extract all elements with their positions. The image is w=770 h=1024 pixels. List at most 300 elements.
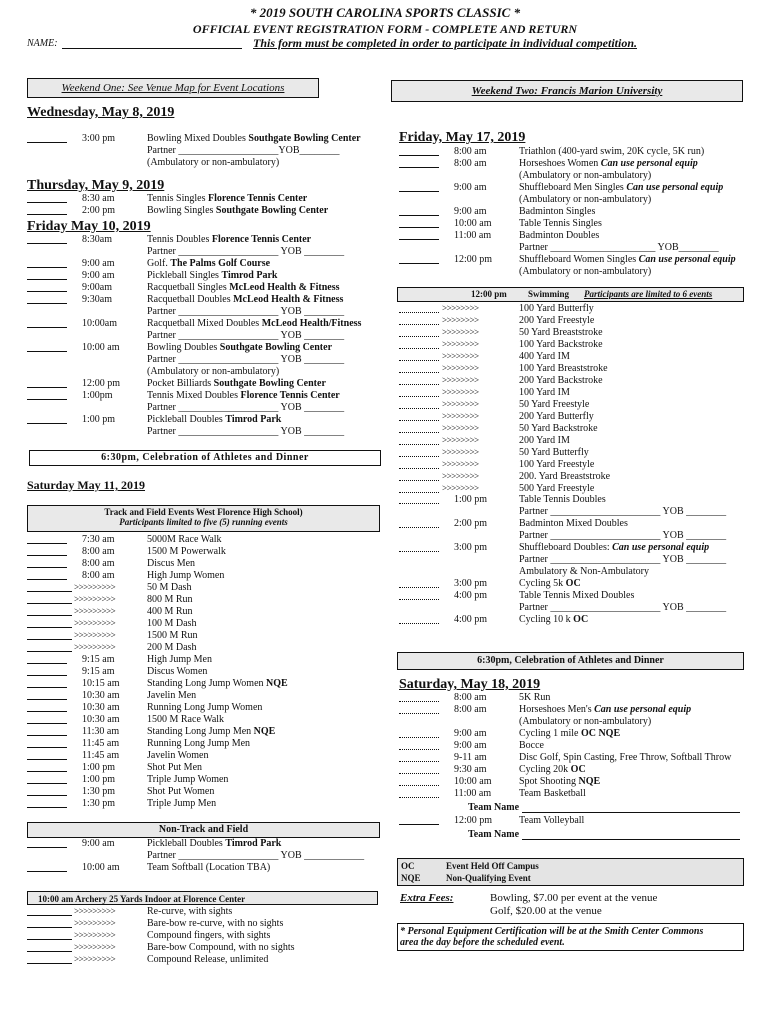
registration-blank[interactable] xyxy=(27,591,72,592)
event-name: Badminton Singles xyxy=(519,206,596,217)
registration-blank[interactable] xyxy=(399,737,439,738)
registration-blank[interactable] xyxy=(399,408,439,409)
event-time: 11:45 am xyxy=(82,750,120,761)
event-time: 1:00 pm xyxy=(82,762,116,773)
schedule-row xyxy=(27,366,372,378)
registration-blank[interactable] xyxy=(399,701,439,702)
event-name: 50 Yard Breaststroke xyxy=(519,327,603,338)
schedule-row xyxy=(27,774,372,786)
registration-blank[interactable] xyxy=(399,372,439,373)
event-time: 10:30 am xyxy=(82,702,120,713)
registration-blank[interactable] xyxy=(399,503,439,504)
event-name: Partner ______________________ YOB ________ xyxy=(519,506,727,517)
registration-blank[interactable] xyxy=(399,599,439,600)
event-name: 1500 M Powerwalk xyxy=(147,546,226,557)
event-time: 4:00 pm xyxy=(454,614,488,625)
event-name: Pickleball Doubles Timrod Park xyxy=(147,414,282,425)
schedule-row xyxy=(27,942,372,954)
registration-blank[interactable] xyxy=(27,327,67,328)
event-name: Javelin Men xyxy=(147,690,197,701)
schedule-row xyxy=(27,570,372,582)
registration-blank[interactable] xyxy=(27,303,67,304)
schedule-row xyxy=(27,426,372,438)
event-name: Partner ____________________YOB________ xyxy=(147,145,340,156)
event-time: 8:00 am xyxy=(454,704,487,715)
archery-banner: 10:00 am Archery 25 Yards Indoor at Florence Center xyxy=(27,891,378,905)
schedule-row xyxy=(27,838,372,850)
registration-blank[interactable] xyxy=(27,783,67,784)
event-name: Table Tennis Doubles xyxy=(519,494,606,505)
schedule-row xyxy=(399,716,744,728)
schedule-row xyxy=(27,666,372,678)
event-name: Team Softball (Location TBA) xyxy=(147,862,271,873)
form-title: * 2019 SOUTH CAROLINA SPORTS CLASSIC * xyxy=(249,5,521,20)
event-name: 800 M Run xyxy=(147,594,193,605)
registration-blank[interactable] xyxy=(27,939,72,940)
registration-blank[interactable] xyxy=(399,360,439,361)
certification-note-line-1: * Personal Equipment Certification will be at the Smith Center Commons xyxy=(400,926,704,937)
registration-blank[interactable] xyxy=(27,807,67,808)
schedule-row xyxy=(399,230,744,242)
schedule-row xyxy=(27,534,372,546)
event-name: (Ambulatory or non-ambulatory) xyxy=(519,716,652,727)
schedule-row xyxy=(27,906,372,918)
event-time: 4:00 pm xyxy=(454,590,488,601)
event-time: 1:30 pm xyxy=(82,798,116,809)
registration-blank[interactable] xyxy=(399,227,439,228)
swimming-note: Participants are limited to 6 events xyxy=(584,289,713,299)
event-name: Partner ____________________ YOB ________ xyxy=(147,354,345,365)
registration-blank[interactable] xyxy=(27,291,67,292)
event-name: 200 Yard Butterfly xyxy=(519,411,594,422)
event-name: Standing Long Jump Men NQE xyxy=(147,726,276,737)
event-name: Bowling Mixed Doubles Southgate Bowling Center xyxy=(147,133,361,144)
registration-blank[interactable] xyxy=(399,785,439,786)
name-field[interactable] xyxy=(62,48,242,49)
event-name: 100 Yard Breaststroke xyxy=(519,363,608,374)
schedule-row xyxy=(399,752,744,764)
event-name: 5K Run xyxy=(519,692,551,703)
schedule-row xyxy=(399,506,744,518)
arrow-marker: >>>>>>>> xyxy=(442,435,479,445)
event-name: 500 Yard Freestyle xyxy=(519,483,595,494)
legend-nqe-code: NQE xyxy=(401,873,421,883)
schedule-row xyxy=(27,390,372,402)
team-name-label-2: Team Name xyxy=(468,829,520,840)
registration-blank[interactable] xyxy=(27,927,72,928)
event-time: 9:00am xyxy=(82,282,112,293)
track-field-title: Track and Field Events West Florence High School) xyxy=(104,507,303,517)
event-name: Standing Long Jump Women NQE xyxy=(147,678,288,689)
arrow-marker: >>>>>>>> xyxy=(442,459,479,469)
event-time: 8:00 am xyxy=(82,570,115,581)
event-name: Table Tennis Singles xyxy=(519,218,602,229)
registration-blank[interactable] xyxy=(399,336,439,337)
arrow-marker: >>>>>>>>> xyxy=(74,618,116,628)
event-name: Partner ____________________ YOB ________ xyxy=(147,330,345,341)
registration-blank[interactable] xyxy=(399,312,439,313)
registration-blank[interactable] xyxy=(399,444,439,445)
fees-label: Extra Fees: xyxy=(400,892,454,904)
event-name: Pickleball Singles Timrod Park xyxy=(147,270,278,281)
event-time: 3:00 pm xyxy=(454,578,488,589)
schedule-row xyxy=(27,270,372,282)
schedule-row xyxy=(399,194,744,206)
event-name: Triple Jump Men xyxy=(147,798,217,809)
event-name: Bowling Singles Southgate Bowling Center xyxy=(147,205,329,216)
schedule-row xyxy=(27,330,372,342)
event-time: 10:30 am xyxy=(82,690,120,701)
event-name: Pickleball Doubles Timrod Park xyxy=(147,838,282,849)
registration-blank[interactable] xyxy=(27,279,67,280)
event-time: 9:00 am xyxy=(454,728,487,739)
event-name: 50 M Dash xyxy=(147,582,192,593)
event-time: 9:15 am xyxy=(82,654,115,665)
schedule-row xyxy=(399,788,744,800)
registration-blank[interactable] xyxy=(399,623,439,624)
event-name: Spot Shooting NQE xyxy=(519,776,601,787)
registration-blank[interactable] xyxy=(399,396,439,397)
notice-text: This form must be completed in order to participate in individual competition. xyxy=(253,36,638,50)
registration-blank[interactable] xyxy=(399,773,439,774)
schedule-row xyxy=(27,642,372,654)
event-name: Partner ______________________ YOB ________ xyxy=(519,602,727,613)
schedule-row xyxy=(27,798,372,810)
wed-heading: Wednesday, May 8, 2019 xyxy=(27,105,175,120)
event-name: Running Long Jump Women xyxy=(147,702,263,713)
registration-blank[interactable] xyxy=(399,480,439,481)
volleyball-row xyxy=(399,815,744,827)
event-name: 200 Yard Backstroke xyxy=(519,375,603,386)
schedule-row xyxy=(399,387,744,399)
event-name: Bowling Doubles Southgate Bowling Center xyxy=(147,342,333,353)
schedule-row xyxy=(399,692,744,704)
schedule-row xyxy=(399,435,744,447)
registration-blank[interactable] xyxy=(27,847,67,848)
schedule-row xyxy=(399,423,744,435)
nontrack-banner: Non-Track and Field xyxy=(27,822,380,838)
event-name: 100 Yard Freestyle xyxy=(519,459,595,470)
event-name: Shuffleboard Women Singles Can use personal equip xyxy=(519,254,736,265)
registration-blank[interactable] xyxy=(399,348,439,349)
schedule-row xyxy=(27,654,372,666)
registration-blank[interactable] xyxy=(27,399,67,400)
event-name: 100 Yard Butterfly xyxy=(519,303,594,314)
registration-blank[interactable] xyxy=(27,915,72,916)
event-time: 9:30 am xyxy=(454,764,487,775)
schedule-row xyxy=(399,339,744,351)
event-name: Table Tennis Mixed Doubles xyxy=(519,590,635,601)
schedule-row xyxy=(399,530,744,542)
schedule-row xyxy=(27,678,372,690)
schedule-row xyxy=(27,954,372,966)
registration-blank[interactable] xyxy=(399,749,439,750)
registration-blank[interactable] xyxy=(399,468,439,469)
arrow-marker: >>>>>>>> xyxy=(442,447,479,457)
track-field-banner xyxy=(27,505,380,532)
event-name: Partner ____________________ YOB ________ xyxy=(147,306,345,317)
event-name: Running Long Jump Men xyxy=(147,738,251,749)
registration-blank[interactable] xyxy=(27,627,72,628)
event-time: 8:30 am xyxy=(82,193,115,204)
registration-blank[interactable] xyxy=(399,713,439,714)
event-name: 200 Yard IM xyxy=(519,435,570,446)
event-time: 12:00 pm xyxy=(454,254,493,265)
event-name: 1500 M Race Walk xyxy=(147,714,225,725)
schedule-row xyxy=(27,246,372,258)
schedule-row xyxy=(27,738,372,750)
schedule-row xyxy=(399,351,744,363)
team-name-field-1[interactable] xyxy=(522,812,740,813)
arrow-marker: >>>>>>>>> xyxy=(74,930,116,940)
arrow-marker: >>>>>>>> xyxy=(442,363,479,373)
event-name: Horseshoes Women Can use personal equip xyxy=(519,158,698,169)
event-time: 8:00 am xyxy=(454,158,487,169)
schedule-row xyxy=(27,133,372,145)
schedule-row xyxy=(27,594,372,606)
event-time: 8:30am xyxy=(82,234,112,245)
registration-blank[interactable] xyxy=(399,384,439,385)
volleyball-blank[interactable] xyxy=(399,824,439,825)
registration-blank[interactable] xyxy=(399,797,439,798)
arrow-marker: >>>>>>>>> xyxy=(74,942,116,952)
registration-blank[interactable] xyxy=(27,759,67,760)
registration-blank[interactable] xyxy=(27,603,72,604)
registration-blank[interactable] xyxy=(399,215,439,216)
schedule-row xyxy=(27,690,372,702)
event-name: Tennis Singles Florence Tennis Center xyxy=(147,193,308,204)
schedule-row xyxy=(27,157,372,169)
event-time: 7:30 am xyxy=(82,534,115,545)
event-name: (Ambulatory or non-ambulatory) xyxy=(519,170,652,181)
swimming-banner xyxy=(397,287,744,302)
registration-blank[interactable] xyxy=(27,711,67,712)
schedule-row xyxy=(399,602,744,614)
event-name: 50 Yard Butterfly xyxy=(519,447,589,458)
registration-blank[interactable] xyxy=(27,675,67,676)
schedule-row xyxy=(27,582,372,594)
event-name: Partner ______________________ YOB ________ xyxy=(519,530,727,541)
schedule-row xyxy=(27,918,372,930)
arrow-marker: >>>>>>>>> xyxy=(74,606,116,616)
arrow-marker: >>>>>>>> xyxy=(442,327,479,337)
schedule-row xyxy=(399,471,744,483)
schedule-row xyxy=(27,702,372,714)
schedule-row xyxy=(27,618,372,630)
team-name-field-2[interactable] xyxy=(522,839,740,840)
registration-blank[interactable] xyxy=(27,639,72,640)
registration-blank[interactable] xyxy=(27,214,67,215)
event-name: 400 Yard IM xyxy=(519,351,570,362)
registration-blank[interactable] xyxy=(399,155,439,156)
event-name: Horseshoes Men's Can use personal equip xyxy=(519,704,692,715)
registration-blank[interactable] xyxy=(27,871,67,872)
registration-blank[interactable] xyxy=(27,735,67,736)
schedule-row xyxy=(27,145,372,157)
registration-blank[interactable] xyxy=(27,651,72,652)
registration-blank[interactable] xyxy=(27,771,67,772)
registration-blank[interactable] xyxy=(27,747,67,748)
event-time: 11:00 am xyxy=(454,788,492,799)
swimming-time: 12:00 pm xyxy=(471,289,507,299)
schedule-row xyxy=(399,158,744,170)
event-time: 9:00 am xyxy=(454,740,487,751)
event-name: Team Basketball xyxy=(519,788,586,799)
form-subtitle: OFFICIAL EVENT REGISTRATION FORM - COMPLETE AND RETURN xyxy=(192,22,578,36)
registration-blank[interactable] xyxy=(27,663,67,664)
schedule-row xyxy=(27,318,372,330)
registration-blank[interactable] xyxy=(27,615,72,616)
schedule-row xyxy=(399,170,744,182)
registration-blank[interactable] xyxy=(27,543,67,544)
team-name-label-1: Team Name xyxy=(468,802,520,813)
registration-blank[interactable] xyxy=(27,351,67,352)
event-time: 9:00 am xyxy=(454,182,487,193)
event-name: Triple Jump Women xyxy=(147,774,229,785)
registration-blank[interactable] xyxy=(27,243,67,244)
arrow-marker: >>>>>>>>> xyxy=(74,582,116,592)
schedule-row xyxy=(399,399,744,411)
registration-blank[interactable] xyxy=(27,423,67,424)
registration-blank[interactable] xyxy=(399,191,439,192)
event-name: Cycling 5k OC xyxy=(519,578,581,589)
event-name: (Ambulatory or non-ambulatory) xyxy=(519,266,652,277)
registration-blank[interactable] xyxy=(399,456,439,457)
event-time: 10:15 am xyxy=(82,678,120,689)
registration-blank[interactable] xyxy=(399,239,439,240)
registration-blank[interactable] xyxy=(27,687,67,688)
registration-blank[interactable] xyxy=(27,202,67,203)
registration-blank[interactable] xyxy=(27,142,67,143)
track-field-limit: Participants limited to five (5) running events xyxy=(119,517,288,527)
schedule-row xyxy=(399,554,744,566)
event-time: 10:30 am xyxy=(82,714,120,725)
event-name: 200 M Dash xyxy=(147,642,197,653)
registration-blank[interactable] xyxy=(27,963,72,964)
registration-blank[interactable] xyxy=(27,723,67,724)
event-time: 9:00 am xyxy=(82,838,115,849)
registration-blank[interactable] xyxy=(27,951,72,952)
event-name: Bare-bow re-curve, with no sights xyxy=(147,918,284,929)
registration-blank[interactable] xyxy=(399,761,439,762)
event-name: 100 Yard Backstroke xyxy=(519,339,603,350)
schedule-row xyxy=(399,590,744,602)
schedule-row xyxy=(27,862,372,874)
event-time: 3:00 pm xyxy=(82,133,116,144)
registration-blank[interactable] xyxy=(399,432,439,433)
event-name: Racquetball Singles McLeod Health & Fitness xyxy=(147,282,340,293)
schedule-row xyxy=(27,750,372,762)
registration-blank[interactable] xyxy=(27,267,67,268)
thu-heading: Thursday, May 9, 2019 xyxy=(27,178,165,193)
registration-blank[interactable] xyxy=(27,387,67,388)
celebration-banner-2: 6:30pm, Celebration of Athletes and Dinner xyxy=(397,652,744,670)
event-name: Bare-bow Compound, with no sights xyxy=(147,942,295,953)
arrow-marker: >>>>>>>>> xyxy=(74,918,116,928)
schedule-row xyxy=(27,193,372,205)
event-time: 1:00pm xyxy=(82,390,113,401)
event-name: 5000M Race Walk xyxy=(147,534,222,545)
event-name: Discus Men xyxy=(147,558,196,569)
event-name: Disc Golf, Spin Casting, Free Throw, Softball Throw xyxy=(519,752,732,763)
event-name: Partner _____________________ YOB________ xyxy=(519,242,719,253)
event-name: Partner ____________________ YOB ________ xyxy=(147,246,345,257)
registration-blank[interactable] xyxy=(399,492,439,493)
schedule-row xyxy=(27,378,372,390)
registration-blank[interactable] xyxy=(27,699,67,700)
event-name: 50 Yard Backstroke xyxy=(519,423,598,434)
event-time: 9:00 am xyxy=(82,270,115,281)
event-name: Cycling 20k OC xyxy=(519,764,586,775)
registration-blank[interactable] xyxy=(399,420,439,421)
event-time: 9:15 am xyxy=(82,666,115,677)
arrow-marker: >>>>>>>> xyxy=(442,471,479,481)
schedule-row xyxy=(27,342,372,354)
schedule-row xyxy=(399,776,744,788)
event-name: Partner ______________________ YOB ________ xyxy=(519,554,727,565)
schedule-row xyxy=(399,764,744,776)
arrow-marker: >>>>>>>>> xyxy=(74,954,116,964)
event-time: 3:00 pm xyxy=(454,542,488,553)
fees-line-2: Golf, $20.00 at the venue xyxy=(490,905,602,917)
schedule-row xyxy=(399,375,744,387)
event-name: High Jump Women xyxy=(147,570,225,581)
registration-blank[interactable] xyxy=(27,795,67,796)
schedule-row xyxy=(27,258,372,270)
event-time: 12:00 pm xyxy=(82,378,121,389)
registration-blank[interactable] xyxy=(399,167,439,168)
event-name: Partner ____________________ YOB ________ xyxy=(147,426,345,437)
schedule-row xyxy=(399,578,744,590)
event-name: Pocket Billiards Southgate Bowling Center xyxy=(147,378,326,389)
registration-blank[interactable] xyxy=(27,555,67,556)
event-time: 1:30 pm xyxy=(82,786,116,797)
registration-blank[interactable] xyxy=(27,567,67,568)
schedule-row xyxy=(27,306,372,318)
swimming-label: Swimming xyxy=(528,289,570,299)
event-time: 10:00 am xyxy=(454,218,492,229)
event-name: Badminton Doubles xyxy=(519,230,600,241)
event-name: (Ambulatory or non-ambulatory) xyxy=(147,366,280,377)
registration-blank[interactable] xyxy=(399,587,439,588)
event-time: 11:00 am xyxy=(454,230,492,241)
registration-blank[interactable] xyxy=(399,324,439,325)
registration-blank[interactable] xyxy=(399,263,439,264)
event-name: 100 Yard IM xyxy=(519,387,570,398)
registration-blank[interactable] xyxy=(399,527,439,528)
schedule-row xyxy=(399,303,744,315)
schedule-row xyxy=(27,558,372,570)
schedule-row xyxy=(27,850,372,862)
schedule-row xyxy=(399,704,744,716)
schedule-row xyxy=(27,930,372,942)
event-name: High Jump Men xyxy=(147,654,212,665)
event-name: 200 Yard Freestyle xyxy=(519,315,595,326)
event-name: Partner ____________________ YOB ____________ xyxy=(147,850,365,861)
event-name: Shot Put Women xyxy=(147,786,215,797)
schedule-row xyxy=(399,459,744,471)
registration-blank[interactable] xyxy=(27,579,67,580)
schedule-row xyxy=(27,205,372,217)
event-name: (Ambulatory or non-ambulatory) xyxy=(519,194,652,205)
event-time: 1:00 pm xyxy=(82,774,116,785)
certification-note xyxy=(397,923,744,951)
registration-blank[interactable] xyxy=(399,551,439,552)
event-name: Golf. The Palms Golf Course xyxy=(147,258,271,269)
event-time: 10:00am xyxy=(82,318,117,329)
event-time: 2:00 pm xyxy=(454,518,488,529)
schedule-row xyxy=(399,728,744,740)
